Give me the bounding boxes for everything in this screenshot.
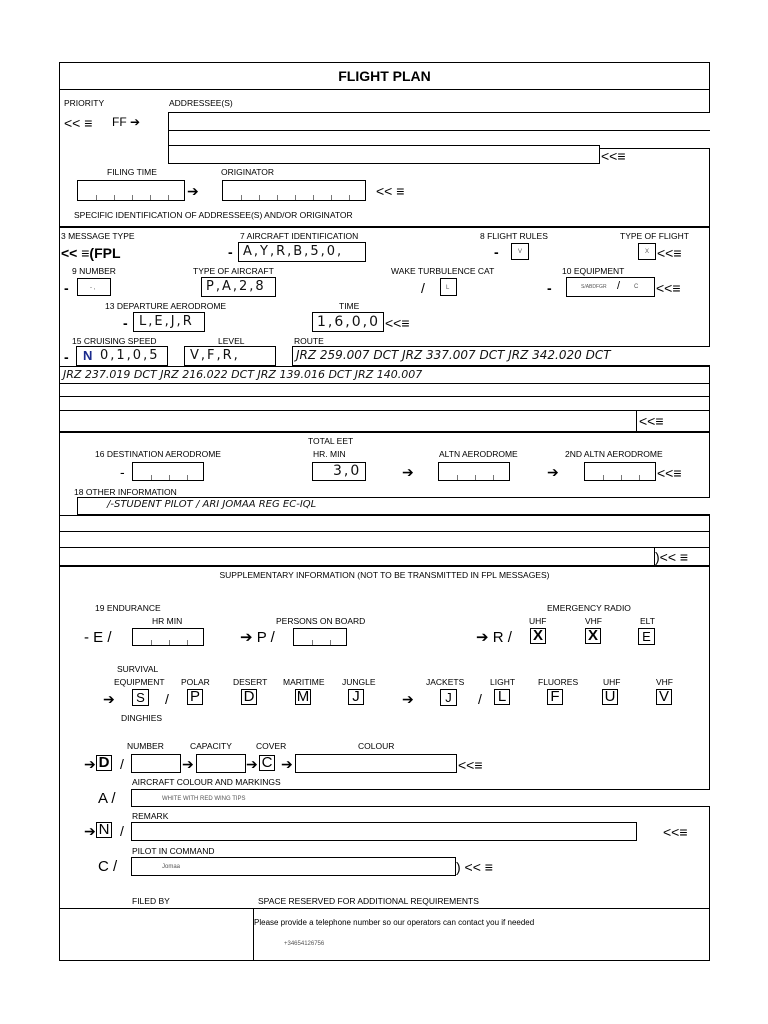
arrow-icon: ➔ [187,183,199,199]
elt-label: ELT [640,616,655,626]
addressee-field-3[interactable] [168,145,600,164]
aircraft-colour-label: AIRCRAFT COLOUR AND MARKINGS [132,777,281,787]
filing-time-field[interactable] [77,180,185,201]
equipment-left-value: S/ABDFGR [581,284,607,290]
flight-rules-label: 8 FLIGHT RULES [480,231,548,241]
arrow-icon: ➔ [402,691,414,707]
light-checkbox[interactable]: L [494,689,510,705]
type-of-flight-label: TYPE OF FLIGHT [620,231,689,241]
dash: - [123,315,128,331]
route-end: <<≡ [639,413,664,429]
divider [636,410,637,431]
persons-prefix: ➔ P / [240,629,275,646]
altn-field[interactable] [438,462,510,481]
dash: - [547,280,552,296]
divider [59,908,710,909]
desert-checkbox[interactable]: D [241,689,257,705]
dinghy-colour-field[interactable] [295,754,457,773]
destination-field[interactable] [132,462,204,481]
other-info-end: )<< ≡ [655,549,689,565]
light-label: LIGHT [490,677,516,687]
survival-label: SURVIVAL [117,664,159,674]
arrow-icon: ➔ [402,464,414,480]
addressees-label: ADDRESSEE(S) [169,98,233,108]
level-label: LEVEL [218,336,245,346]
divider [59,515,710,516]
total-eet-value: 3,0 [333,463,362,479]
phone-note: Please provide a telephone number so our operators can contact you if needed [254,918,535,927]
dash: - [64,280,69,296]
radio-prefix: ➔ R / [476,629,512,646]
type-of-flight-value: X [645,249,650,255]
vhf-radio-checkbox[interactable]: X [585,628,601,644]
remark-field[interactable] [131,822,637,841]
dash: - [120,464,125,480]
addressee-field-1[interactable] [168,112,710,131]
arrow-icon: ➔ [103,691,115,707]
originator-field[interactable] [222,180,366,201]
elt-checkbox[interactable]: E [638,628,655,645]
departure-label: 13 DEPARTURE AERODROME [105,301,227,311]
survival-equipment-label: EQUIPMENT [114,677,165,687]
divider [59,531,710,532]
equipment-label: 10 EQUIPMENT [562,266,625,276]
filed-by-label: FILED BY [132,896,170,906]
slash: / [120,756,124,772]
hr-min-label: HR. MIN [313,449,346,459]
dinghies-checkbox[interactable]: D [96,755,112,771]
message-type-label: 3 MESSAGE TYPE [61,231,135,241]
cover-checkbox[interactable]: C [259,755,275,771]
divider [59,396,710,397]
colour-label: COLOUR [358,741,395,751]
vhf-label: VHF [656,677,673,687]
number-label: 9 NUMBER [72,266,116,276]
desert-label: DESERT [233,677,268,687]
divider [59,410,710,411]
equipment-end: <<≡ [656,280,681,296]
divider [59,431,710,433]
maritime-checkbox[interactable]: M [296,688,310,705]
addressee-end: <<≡ [601,148,626,164]
aircraft-id-value: A,Y,R,B,5,0, [243,244,344,259]
filing-time-label: FILING TIME [107,167,157,177]
jungle-label: JUNGLE [342,677,376,687]
divider [59,547,710,548]
arrow-icon: ➔ [281,756,293,772]
route-label: ROUTE [294,336,324,346]
priority-prefix: << ≡ [64,115,93,131]
aircraft-colour-prefix: A / [98,790,116,807]
hr-min-label: HR MIN [152,616,183,626]
persons-label: PERSONS ON BOARD [276,616,366,626]
maritime-label: MARITIME [283,677,325,687]
persons-field[interactable] [293,628,347,646]
dash: - [64,349,69,365]
fluores-label: FLUORES [538,677,579,687]
page-title: FLIGHT PLAN [338,68,431,84]
level-value: V,F,R, [190,348,240,363]
supplementary-label: SUPPLEMENTARY INFORMATION (NOT TO BE TRANSMITTED IN FPL MESSAGES) [219,570,550,580]
departure-value: L,E,J,R [139,314,194,329]
pic-prefix: C / [98,858,118,875]
cover-label: COVER [256,741,287,751]
aircraft-colour-value: WHITE WITH RED WING TIPS [162,796,246,802]
other-info-value: /-STUDENT PILOT / ARI JOMAA REG EC-IQL [107,499,317,510]
originator-end: << ≡ [376,183,405,199]
speed-value: 0,1,0,5 [100,348,160,363]
type-of-aircraft-value: P,A,2,8 [206,279,266,294]
type-of-aircraft-label: TYPE OF AIRCRAFT [193,266,274,276]
equipment-right-value: C [634,284,639,290]
dinghy-number-field[interactable] [131,754,181,773]
destination-label: 16 DESTINATION AERODROME [95,449,221,459]
slash: / [421,280,425,296]
uhf-radio-checkbox[interactable]: X [530,628,546,644]
altn2-field[interactable] [584,462,656,481]
flight-end: <<≡ [657,245,682,261]
divider [59,366,710,367]
endurance-prefix: - E / [84,629,112,646]
speed-unit-value: N [83,348,93,363]
emergency-radio-label: EMERGENCY RADIO [547,603,631,613]
route-line-2: JRZ 237.019 DCT JRZ 216.022 DCT JRZ 139.016 DCT JRZ 140.007 [63,368,423,381]
arrow-icon: ➔ [84,756,96,772]
total-eet-label: TOTAL EET [308,436,354,446]
time-value: 1,6,0,0 [317,314,380,330]
dash: - [228,244,233,260]
divider [59,89,710,90]
dash: - [494,244,499,260]
dinghy-number-label: NUMBER [127,741,164,751]
priority-label: PRIORITY [64,98,105,108]
remark-checkbox[interactable]: N [96,822,112,838]
altn-label: ALTN AERODROME [439,449,518,459]
uhf-label: UHF [529,616,547,626]
flight-rules-value: V [518,249,523,255]
slash: / [617,280,621,292]
altn2-label: 2ND ALTN AERODROME [565,449,663,459]
jackets-label: JACKETS [426,677,465,687]
vhf-jacket-checkbox[interactable]: V [656,689,672,705]
capacity-field[interactable] [196,754,246,773]
slash: / [478,691,482,707]
time-label: TIME [339,301,360,311]
uhf-jacket-checkbox[interactable]: U [602,689,618,705]
dinghies-label: DINGHIES [121,713,163,723]
vhf-label: VHF [585,616,602,626]
divider [59,565,710,567]
specific-id-label: SPECIFIC IDENTIFICATION OF ADDRESSEE(S) AND/OR ORIGINATOR [74,210,353,220]
divider [59,383,710,384]
wake-cat-value: L [446,285,450,291]
priority-ff: FF ➔ [112,115,141,129]
remark-label: REMARK [132,811,169,821]
endurance-label: 19 ENDURANCE [95,603,161,613]
slash: / [120,823,124,839]
space-reserved-label: SPACE RESERVED FOR ADDITIONAL REQUIREMENTS [258,896,479,906]
jackets-checkbox[interactable]: J [440,689,457,706]
slash: / [165,691,169,707]
fluores-checkbox[interactable]: F [547,689,563,705]
time-end: <<≡ [385,315,410,331]
survival-checkbox[interactable]: S [132,689,149,706]
wake-cat-label: WAKE TURBULENCE CAT [391,266,495,276]
arrow-icon: ➔ [547,464,559,480]
phone-value: +34654126756 [284,941,325,947]
uhf-label: UHF [603,677,621,687]
capacity-label: CAPACITY [190,741,232,751]
remark-end: <<≡ [663,824,688,840]
divider [59,226,710,228]
fpl-prefix: << ≡(FPL [61,245,121,261]
aircraft-id-label: 7 AIRCRAFT IDENTIFICATION [240,231,359,241]
pic-end: ) << ≡ [456,859,493,875]
polar-label: POLAR [181,677,210,687]
cruising-speed-label: 15 CRUISING SPEED [72,336,157,346]
altn-end: <<≡ [657,465,682,481]
divider [253,908,254,961]
arrow-icon: ➔ [246,756,258,772]
polar-checkbox[interactable]: P [187,689,203,705]
other-info-label: 18 OTHER INFORMATION [74,487,177,497]
jungle-checkbox[interactable]: J [348,689,364,705]
pic-label: PILOT IN COMMAND [132,846,215,856]
dinghy-end: <<≡ [458,757,483,773]
equipment-field[interactable] [566,277,655,297]
arrow-icon: ➔ [84,823,96,839]
pic-value: Jomaa [162,864,181,870]
route-line-1: JRZ 259.007 DCT JRZ 337.007 DCT JRZ 342.020 DCT [296,348,611,362]
originator-label: ORIGINATOR [221,167,275,177]
number-value: - , [90,285,96,291]
arrow-icon: ➔ [182,756,194,772]
endurance-field[interactable] [132,628,204,646]
